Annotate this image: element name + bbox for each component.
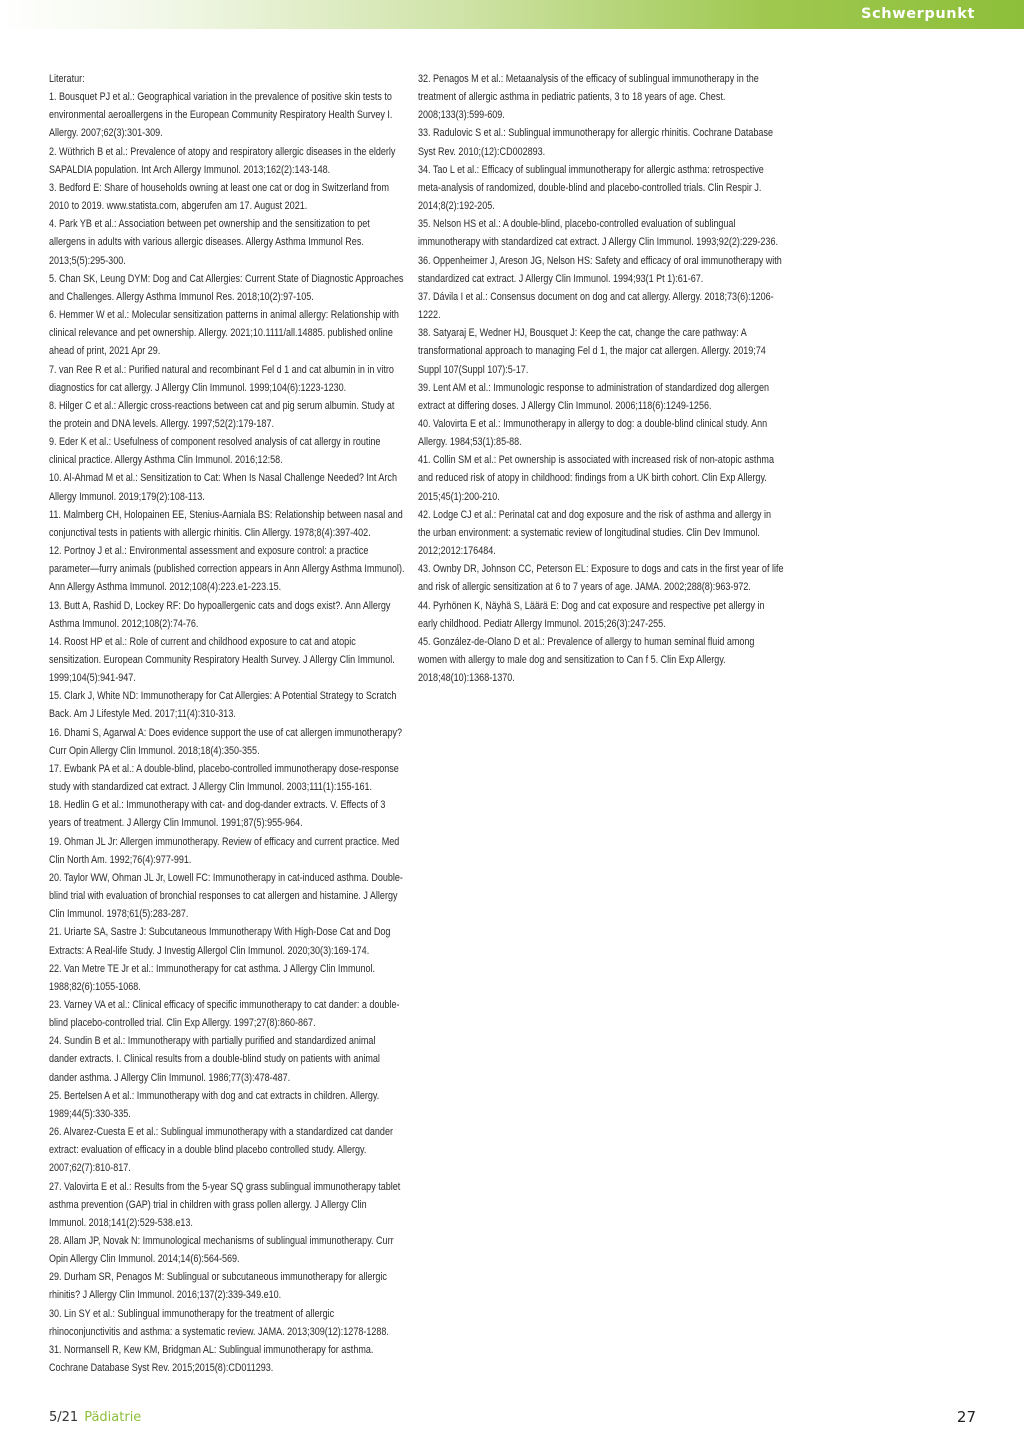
reference-item: 42. Lodge CJ et al.: Perinatal cat and dog exposure and the risk of asthma and allergy in the urban environment: a systematic review of longitudinal studies. Clin Dev Immunol. 2012;2012:176484. xyxy=(418,508,772,558)
reference-item: 31. Normansell R, Kew KM, Bridgman AL: Sublingual immunotherapy for asthma. Cochrane Database Syst Rev. 2015;2015(8):CD011293. xyxy=(49,1343,374,1375)
reference-item: 22. Van Metre TE Jr et al.: Immunotherapy for cat asthma. J Allergy Clin Immunol. 1988;82(6):1055-1068. xyxy=(49,962,376,993)
reference-item: 9. Eder K et al.: Usefulness of component resolved analysis of cat allergy in routine clinical practice. Allergy Asthma Clin Immunol. 2016;12:58. xyxy=(49,436,381,467)
reference-item: 6. Hemmer W et al.: Molecular sensitization patterns in animal allergy: Relationship with clinical relevance and pet ownership. Allergy. 2021;10.1111/all.14885. published online ahead of print, 2021 Apr 29. xyxy=(49,309,399,358)
reference-item: 32. Penagos M et al.: Metaanalysis of the efficacy of sublingual immunotherapy in the treatment of allergic asthma in pediatric patients, 3 to 18 years of age. Chest. 2008;133(3):599-609. xyxy=(418,73,759,122)
references-right-column xyxy=(418,70,785,687)
reference-item: 44. Pyrhönen K, Näyhä S, Läärä E: Dog and cat exposure and respective pet allergy in early childhood. Pediatr Allergy Immunol. 2015;26(3):247-255. xyxy=(418,599,765,630)
reference-item: 8. Hilger C et al.: Allergic cross-reactions between cat and pig serum albumin. Study at the protein and DNA levels. Allergy. 1997;52(2):179-187. xyxy=(49,399,395,430)
references-left-column xyxy=(49,70,405,1377)
reference-item: 28. Allam JP, Novak N: Immunological mechanisms of sublingual immunotherapy. Curr Opin Allergy Clin Immunol. 2014;14(6):564-569. xyxy=(49,1235,394,1266)
reference-item: 37. Dávila I et al.: Consensus document on dog and cat allergy. Allergy. 2018;73(6):1206-1222. xyxy=(418,290,774,322)
reference-item: 16. Dhami S, Agarwal A: Does evidence support the use of cat allergen immunotherapy? Curr Opin Allergy Clin Immunol. 2018;18(4):350-355. xyxy=(49,726,402,757)
reference-item: 17. Ewbank PA et al.: A double-blind, placebo-controlled immunotherapy dose-response study with standardized cat extract. J Allergy Clin Immunol. 2003;111(1):155-161. xyxy=(49,762,399,794)
reference-item: 18. Hedlin G et al.: Immunotherapy with cat- and dog-dander extracts. V. Effects of 3 years of treatment. J Allergy Clin Immunol. 1991;87(5):955-964. xyxy=(49,799,386,830)
reference-item: 15. Clark J, White ND: Immunotherapy for Cat Allergies: A Potential Strategy to Scratch Back. Am J Lifestyle Med. 2017;11(4):310-313. xyxy=(49,690,397,721)
reference-item: 12. Portnoy J et al.: Environmental assessment and exposure control: a practice parameter—furry animals (published correction appears in Ann Allergy Asthma Immunol). Ann Allergy Asthma Immunol. 2012;108(4):223.e1-223.15. xyxy=(49,545,405,594)
reference-item: 34. Tao L et al.: Efficacy of sublingual immunotherapy for allergic asthma: retrospective meta-analysis of randomized, double-blind and placebo-controlled trials. Clin Respir J. 2014;8(2):192-205. xyxy=(418,163,764,213)
reference-item: 13. Butt A, Rashid D, Lockey RF: Do hypoallergenic cats and dogs exist?. Ann Allergy Asthma Immunol. 2012;108(2):74-76. xyxy=(49,599,391,630)
reference-item: 23. Varney VA et al.: Clinical efficacy of specific immunotherapy to cat dander: a double-blind placebo-controlled trial. Clin Exp Allergy. 1997;27(8):860-867. xyxy=(49,998,400,1030)
section-header-bar xyxy=(0,0,1024,29)
reference-item: 25. Bertelsen A et al.: Immunotherapy with dog and cat extracts in children. Allergy. 1989;44(5):330-335. xyxy=(49,1089,380,1120)
reference-item: 26. Alvarez-Cuesta E et al.: Sublingual immunotherapy with a standardized cat dander extract: evaluation of efficacy in a double blind placebo controlled study. Allergy. 2007;62(7):810-817. xyxy=(49,1126,393,1175)
reference-item: 11. Malmberg CH, Holopainen EE, Stenius-Aarniala BS: Relationship between nasal and conjunctival tests in patients with allergic rhinitis. Clin Allergy. 1978;8(4):397-402. xyxy=(49,508,403,539)
reference-item: 36. Oppenheimer J, Areson JG, Nelson HS: Safety and efficacy of oral immunotherapy with standardized cat extract. J Allergy Clin Immunol. 1994;93(1 Pt 1):61-67. xyxy=(418,254,782,285)
reference-item: 7. van Ree R et al.: Purified natural and recombinant Fel d 1 and cat albumin in in vitro diagnostics for cat allergy. J Allergy Clin Immunol. 1999;104(6):1223-1230. xyxy=(49,363,394,394)
reference-item: 30. Lin SY et al.: Sublingual immunotherapy for the treatment of allergic rhinoconjunctivitis and asthma: a systematic review. JAMA. 2013;309(12):1278-1288. xyxy=(49,1307,389,1338)
reference-item: 39. Lent AM et al.: Immunologic response to administration of standardized dog allergen extract at differing doses. J Allergy Clin Immunol. 2006;118(6):1249-1256. xyxy=(418,381,769,412)
references-list-left xyxy=(49,88,405,1377)
reference-item: 35. Nelson HS et al.: A double-blind, placebo-controlled evaluation of sublingual immunotherapy with standardized cat extract. J Allergy Clin Immunol. 1993;92(2):229-236. xyxy=(418,218,778,249)
footer-issue-line xyxy=(49,1410,141,1425)
section-title: Schwerpunkt xyxy=(861,6,975,22)
reference-item: 27. Valovirta E et al.: Results from the 5-year SQ grass sublingual immunotherapy tablet asthma prevention (GAP) trial in children with grass pollen allergy. J Allergy Clin Immunol. 2018;141(2):529-538.e13. xyxy=(49,1180,401,1229)
page-number: 27 xyxy=(956,1408,976,1426)
reference-item: 1. Bousquet PJ et al.: Geographical variation in the prevalence of positive skin tests to environmental aeroallergens in the European Community Respiratory Health Survey I. Allergy. 2007;62(3):301-309. xyxy=(49,91,393,140)
reference-item: 45. González-de-Olano D et al.: Prevalence of allergy to human seminal fluid among women with allergy to male dog and sensitization to Can f 5. Clin Exp Allergy. 2018;48(10):1368-1370. xyxy=(418,635,755,685)
reference-item: 33. Radulovic S et al.: Sublingual immunotherapy for allergic rhinitis. Cochrane Database Syst Rev. 2010;(12):CD002893. xyxy=(418,127,773,158)
reference-item: 5. Chan SK, Leung DYM: Dog and Cat Allergies: Current State of Diagnostic Approaches and Challenges. Allergy Asthma Immunol Res. 2018;10(2):97-105. xyxy=(49,272,404,303)
reference-item: 10. Al-Ahmad M et al.: Sensitization to Cat: When Is Nasal Challenge Needed? Int Arch Allergy Immunol. 2019;179(2):108-113. xyxy=(49,472,397,503)
reference-item: 41. Collin SM et al.: Pet ownership is associated with increased risk of non-atopic asthma and reduced risk of atopy in childhood: findings from a UK birth cohort. Clin Exp Allergy. 2015;45(1):200-210. xyxy=(418,454,774,503)
reference-item: 29. Durham SR, Penagos M: Sublingual or subcutaneous immunotherapy for allergic rhinitis? J Allergy Clin Immunol. 2016;137(2):339-349.e10. xyxy=(49,1271,387,1302)
reference-item: 40. Valovirta E et al.: Immunotherapy in allergy to dog: a double-blind clinical study. Ann Allergy. 1984;53(1):85-88. xyxy=(418,417,768,449)
reference-item: 24. Sundin B et al.: Immunotherapy with partially purified and standardized animal dander extracts. I. Clinical results from a double-blind study on patients with animal dander asthma. J Allergy Clin Immunol. 1986;77(3):478-487. xyxy=(49,1035,380,1084)
reference-item: 3. Bedford E: Share of households owning at least one cat or dog in Switzerland from 2010 to 2019. www.statista.com, abgerufen am 17. August 2021. xyxy=(49,181,389,213)
magazine-name: Pädiatrie xyxy=(84,1410,142,1425)
reference-item: 19. Ohman JL Jr: Allergen immunotherapy. Review of efficacy and current practice. Med Clin North Am. 1992;76(4):977-991. xyxy=(49,835,400,866)
references-heading: Literatur: xyxy=(49,73,85,85)
reference-item: 43. Ownby DR, Johnson CC, Peterson EL: Exposure to dogs and cats in the first year of life and risk of allergic sensitization at 6 to 7 years of age. JAMA. 2002;288(8):963-972. xyxy=(418,563,784,594)
reference-item: 21. Uriarte SA, Sastre J: Subcutaneous Immunotherapy With High-Dose Cat and Dog Extracts: A Real-life Study. J Investig Allergol Clin Immunol. 2020;30(3):169-174. xyxy=(49,926,391,957)
reference-item: 38. Satyaraj E, Wedner HJ, Bousquet J: Keep the cat, change the care pathway: A transformational approach to managing Fel d 1, the major cat allergen. Allergy. 2019;74 Suppl 107(Suppl 107):5-17. xyxy=(418,327,766,376)
reference-item: 14. Roost HP et al.: Role of current and childhood exposure to cat and atopic sensitization. European Community Respiratory Health Survey. J Allergy Clin Immunol. 1999;104(5):941-947. xyxy=(49,635,395,685)
reference-item: 2. Wüthrich B et al.: Prevalence of atopy and respiratory allergic diseases in the elderly SAPALDIA population. Int Arch Allergy Immunol. 2013;162(2):143-148. xyxy=(49,145,396,176)
issue-number: 5/21 xyxy=(49,1410,79,1425)
references-list-right xyxy=(418,70,785,687)
reference-item: 4. Park YB et al.: Association between pet ownership and the sensitization to pet allergens in adults with various allergic diseases. Allergy Asthma Immunol Res. 2013;5(5):295-300. xyxy=(49,218,370,267)
reference-item: 20. Taylor WW, Ohman JL Jr, Lowell FC: Immunotherapy in cat-induced asthma. Double-blind trial with evaluation of bronchial responses to cat allergen and histamine. J Allergy Clin Immunol. 1978;61(5):283-287. xyxy=(49,871,403,921)
